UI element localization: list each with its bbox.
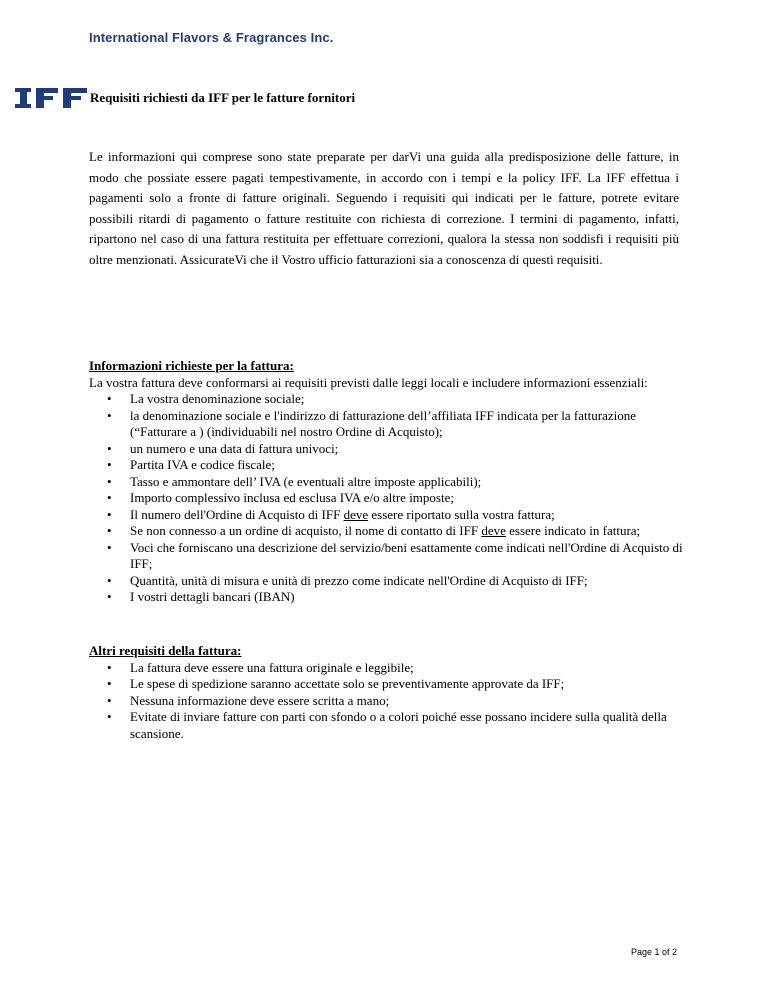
required-info-list bbox=[89, 391, 689, 606]
other-requirements-list bbox=[89, 660, 689, 743]
iff-logo bbox=[15, 88, 87, 108]
list-item: • Nessuna informazione deve essere scritta a mano; bbox=[107, 692, 390, 708]
required-info-section bbox=[89, 358, 689, 606]
section-heading: Altri requisiti della fattura: bbox=[89, 643, 242, 658]
document-title: Requisiti richiesti da IFF per le fatture fornitori bbox=[90, 90, 356, 105]
bullet-icon: • bbox=[107, 676, 112, 691]
list-item: • Importo complessivo inclusa ed esclusa IVA e/o altre imposte; bbox=[107, 490, 454, 505]
page-number: Page 1 of 2 bbox=[631, 947, 678, 957]
list-item: • un numero e una data di fattura univoci; bbox=[107, 440, 339, 456]
list-item: • Evitate di inviare fatture con parti con sfondo o a colori poiché esse possano incidere sulla qualità della scansione. bbox=[107, 709, 667, 741]
bullet-icon: • bbox=[107, 506, 112, 522]
bullet-icon: • bbox=[107, 407, 112, 423]
list-item: • la denominazione sociale e l'indirizzo di fatturazione dell’affiliata IFF indicata per la fatturazione (“Fatturare a ) (individuabili nel nostro Ordine di Acquisto); bbox=[107, 407, 636, 439]
bullet-icon: • bbox=[107, 709, 112, 724]
intro-paragraph: Le informazioni qui comprese sono state preparate per darVi una guida alla predisposizione delle fatture, in modo che possiate essere pagati tempestivamente, in accordo con i tempi e la policy IFF. La IFF effettua i pagamenti solo a fronte di fatture originali. Seguendo i requisiti qui indicati per le fatture, potrete evitare possibili ritardi di pagamento o fatture restituite con richiesta di correzione. I termini di pagamento, infatti, ripartono nel caso di una fattura restituita per effettuare correzioni, qualora la stessa non soddisfi i requisiti più oltre menzionati. AssicurateVi che il Vostro ufficio fatturazioni sia a conoscenza di questi requisiti. bbox=[89, 149, 679, 267]
bullet-icon: • bbox=[107, 523, 112, 538]
other-requirements-section bbox=[89, 643, 689, 742]
list-item: • La fattura deve essere una fattura originale e leggibile; bbox=[107, 659, 414, 675]
list-item: • Partita IVA e codice fiscale; bbox=[107, 457, 275, 472]
bullet-icon: • bbox=[107, 457, 112, 472]
list-item: • La vostra denominazione sociale; bbox=[107, 391, 305, 406]
company-name: International Flavors & Fragrances Inc. bbox=[89, 30, 334, 45]
list-item: • Le spese di spedizione saranno accettate solo se preventivamente approvate da IFF; bbox=[107, 676, 565, 691]
list-item: • Il numero dell'Ordine di Acquisto di IFF deve essere riportato sulla vostra fattura; bbox=[107, 506, 555, 522]
list-item: • Se non connesso a un ordine di acquisto, il nome di contatto di IFF deve essere indicato in fattura; bbox=[107, 523, 641, 538]
bullet-icon: • bbox=[107, 692, 112, 708]
bullet-icon: • bbox=[107, 473, 112, 489]
list-item: • I vostri dettagli bancari (IBAN) bbox=[107, 589, 295, 604]
bullet-icon: • bbox=[107, 490, 112, 505]
section-intro: La vostra fattura deve conformarsi ai requisiti previsti dalle leggi locali e includere informazioni essenziali: bbox=[89, 374, 648, 390]
bullet-icon: • bbox=[107, 391, 112, 406]
bullet-icon: • bbox=[107, 589, 112, 604]
bullet-icon: • bbox=[107, 440, 112, 456]
list-item: • Tasso e ammontare dell’ IVA (e eventuali altre imposte applicabili); bbox=[107, 473, 482, 489]
list-item: • Quantità, unità di misura e unità di prezzo come indicate nell'Ordine di Acquisto di IFF; bbox=[107, 572, 588, 588]
bullet-icon: • bbox=[107, 539, 112, 555]
bullet-icon: • bbox=[107, 659, 112, 675]
section-heading: Informazioni richieste per la fattura: bbox=[89, 358, 294, 373]
list-item: • Voci che forniscano una descrizione del servizio/beni esattamente come indicati nell'Ordine di Acquisto di IFF; bbox=[107, 539, 683, 571]
bullet-icon: • bbox=[107, 572, 112, 588]
